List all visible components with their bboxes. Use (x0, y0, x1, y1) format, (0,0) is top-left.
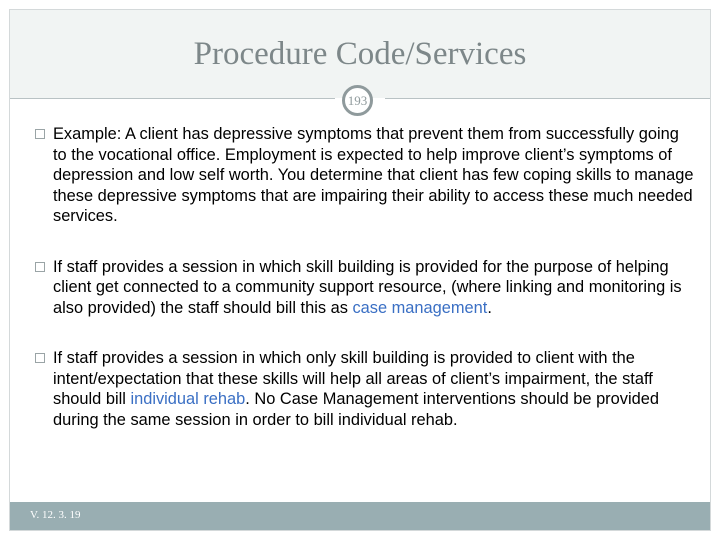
footer-bar (10, 502, 710, 530)
highlighted-term: case management (352, 298, 488, 317)
bullet-text (53, 258, 682, 317)
square-bullet-icon (35, 262, 45, 272)
bullet-text-segment: If staff provides a session in which only skill building is provided to client with the intent/expectation that these skills will help all areas of client’s impairment, the staff should bill (53, 349, 653, 408)
bullet-individual-rehab (34, 348, 696, 430)
highlighted-term: individual rehab (130, 390, 246, 408)
bullet-text (53, 125, 694, 225)
slide-number-badge: 193 (342, 85, 373, 116)
bullet-text-segment: Example: A client has depressive symptoms that prevent them from successfully going to the vocational office. Employment is expected to help improve client’s symptoms of depression and low self worth. You determine that client has few coping skills to manage these depressive symptoms that are impairing their ability to access these much needed services. (53, 125, 694, 225)
square-bullet-icon (35, 353, 45, 363)
bullet-text-segment: . No Case Management interventions should be provided during the same session in order to bill individual rehab. (53, 390, 659, 429)
slide-body (34, 124, 696, 430)
bullet-text-segment: . (487, 298, 492, 317)
slide-title: Procedure Code/Services (193, 36, 527, 72)
square-bullet-icon (35, 129, 45, 139)
bullet-case-management (34, 257, 696, 319)
version-label: V. 12. 3. 19 (30, 509, 81, 521)
bullet-text-segment: If staff provides a session in which skill building is provided for the purpose of helping client get connected to a community support resource, (where linking and monitoring is also provided) the staff should bill this as (53, 257, 682, 317)
bullet-text (53, 349, 659, 429)
title-divider-right (385, 98, 710, 99)
bullet-example (34, 124, 696, 227)
title-divider-left (10, 98, 335, 99)
